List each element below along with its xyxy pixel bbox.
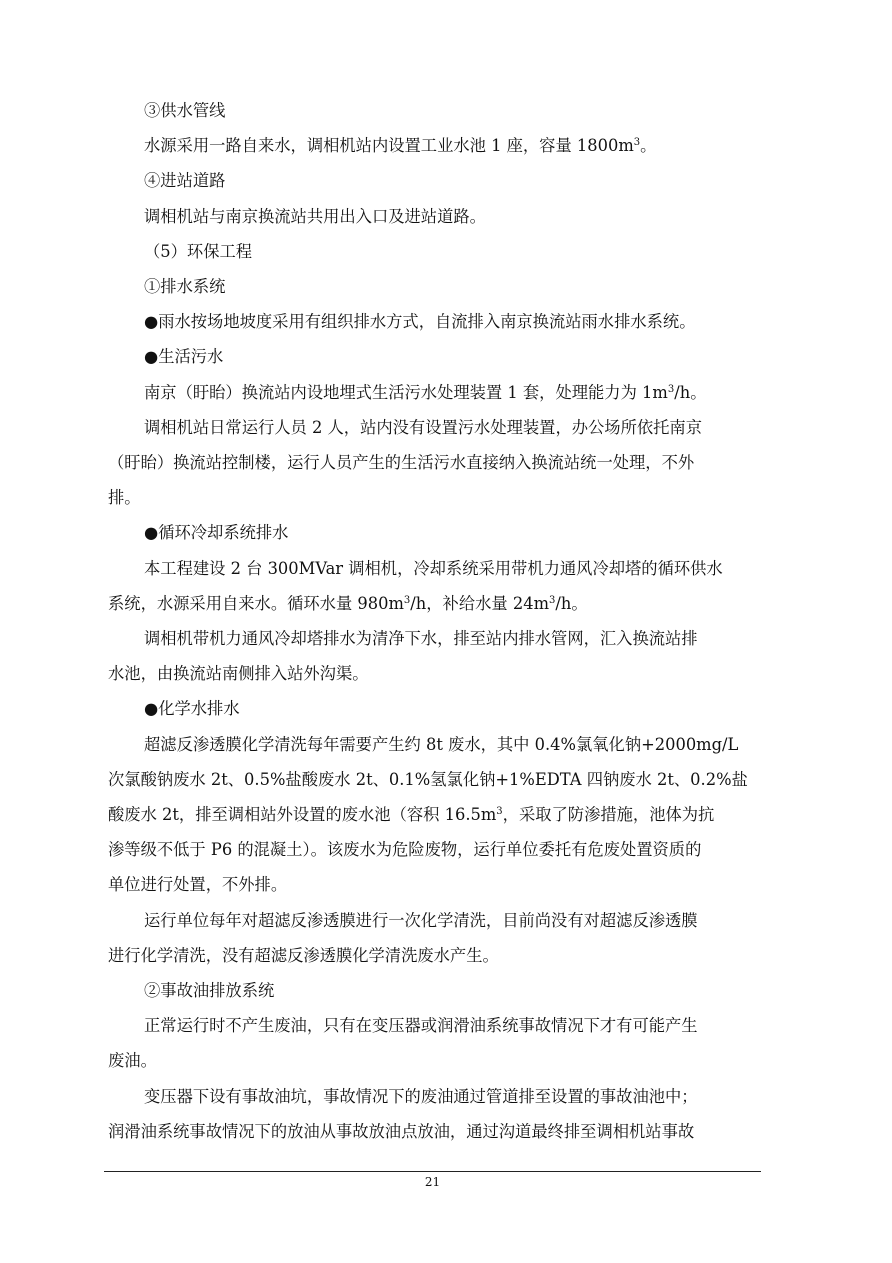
- text-line: [108, 339, 760, 374]
- text-run: 正常运行时不产生废油，只有在变压器或润滑油系统事故情况下才有可能产生: [144, 1016, 698, 1036]
- text-run: 超滤反渗透膜化学清洗每年需要产生约 8t 废水，其中 0.4%氯氧化钠+2000mg/L: [144, 734, 739, 754]
- page-number: 21: [424, 1175, 441, 1189]
- text-run: ●生活污水: [144, 347, 224, 367]
- text-run: 润滑油系统事故情况下的放油从事故放油点放油，通过沟道最终排至调相机站事故: [108, 1121, 695, 1141]
- text-run: 进行化学清洗，没有超滤反渗透膜化学清洗废水产生。: [108, 945, 499, 965]
- text-run: 废油。: [108, 1051, 157, 1071]
- text-line: [108, 867, 760, 902]
- text-line: [108, 375, 760, 410]
- text-run: 运行单位每年对超滤反渗透膜进行一次化学清洗，目前尚没有对超滤反渗透膜: [144, 910, 698, 930]
- text-run: 系统，水源采用自来水。循环水量 980m: [108, 593, 404, 613]
- text-line: [108, 1008, 760, 1043]
- text-line: [108, 234, 760, 269]
- text-run: 水源采用一路自来水，调相机站内设置工业水池 1 座，容量 1800m: [144, 136, 634, 156]
- text-run: （盱眙）换流站控制楼，运行人员产生的生活污水直接纳入换流站统一处理，不外: [108, 453, 695, 473]
- text-line: [108, 621, 760, 656]
- text-run: ②事故油排放系统: [144, 981, 275, 1001]
- superscript: 3: [549, 594, 556, 606]
- text-line: [108, 1079, 760, 1114]
- text-line: [108, 269, 760, 304]
- text-run: 酸废水 2t，排至调相站外设置的废水池（容积 16.5m: [108, 805, 497, 825]
- text-run: ●雨水按场地坡度采用有组织排水方式，自流排入南京换流站雨水排水系统。: [144, 312, 696, 332]
- text-run: ③供水管线: [144, 101, 226, 120]
- text-run: 渗等级不低于 P6 的混凝土）。该废水为危险废物，运行单位委托有危废处置资质的: [108, 840, 702, 860]
- text-line: [108, 797, 760, 832]
- text-run: ●化学水排水: [144, 699, 240, 719]
- text-run: 调相机站与南京换流站共用出入口及进站道路。: [144, 206, 486, 226]
- footer-rule: [104, 1171, 761, 1172]
- text-run: /h。: [555, 593, 588, 613]
- text-line: [108, 304, 760, 339]
- text-line: [108, 445, 760, 480]
- text-line: [108, 1114, 760, 1149]
- text-run: ①排水系统: [144, 277, 226, 297]
- text-line: [108, 903, 760, 938]
- text-run: 调相机带机力通风冷却塔排水为清净下水，排至站内排水管网，汇入换流站排: [144, 629, 698, 649]
- text-run: /h。: [674, 382, 707, 402]
- text-line: [108, 973, 760, 1008]
- text-run: 本工程建设 2 台 300MVar 调相机，冷却系统采用带机力通风冷却塔的循环供水: [144, 558, 723, 578]
- text-run: 水池，由换流站南侧排入站外沟渠。: [108, 664, 369, 684]
- text-line: [108, 727, 760, 762]
- text-run: 排。: [108, 488, 141, 508]
- text-run: 。: [640, 136, 657, 156]
- text-line: [108, 128, 760, 163]
- superscript: 3: [633, 137, 641, 149]
- text-line: [108, 691, 760, 726]
- text-line: [108, 163, 760, 198]
- text-run: ④进站道路: [144, 171, 226, 191]
- text-run: /h，补给水量 24m: [410, 593, 550, 613]
- text-run: 南京（盱眙）换流站内设地埋式生活污水处理装置 1 套，处理能力为 1m: [144, 382, 668, 402]
- text-run: ●循环冷却系统排水: [144, 523, 289, 543]
- document-body: [108, 93, 760, 1149]
- text-line: [108, 656, 760, 691]
- text-run: 单位进行处置，不外排。: [108, 875, 288, 895]
- text-line: [108, 515, 760, 550]
- text-run: 变压器下设有事故油坑，事故情况下的废油通过管道排至设置的事故油池中；: [144, 1086, 698, 1106]
- text-line: [108, 1043, 760, 1078]
- text-line: [108, 938, 760, 973]
- text-line: [108, 93, 760, 128]
- text-line: [108, 586, 760, 621]
- text-line: [108, 832, 760, 867]
- text-run: 次氯酸钠废水 2t、0.5%盐酸废水 2t、0.1%氢氯化钠+1%EDTA 四钠废水 2t、0.2%盐: [108, 769, 748, 789]
- text-run: ，采取了防渗措施，池体为抗: [502, 805, 715, 825]
- text-line: [108, 410, 760, 445]
- text-line: [108, 480, 760, 515]
- text-run: 调相机站日常运行人员 2 人，站内没有设置污水处理装置，办公场所依托南京: [144, 417, 702, 437]
- superscript: 3: [403, 594, 411, 606]
- text-line: [108, 199, 760, 234]
- superscript: 3: [496, 806, 503, 818]
- superscript: 3: [667, 383, 675, 395]
- text-run: （5）环保工程: [144, 241, 253, 261]
- text-line: [108, 762, 760, 797]
- text-line: [108, 551, 760, 586]
